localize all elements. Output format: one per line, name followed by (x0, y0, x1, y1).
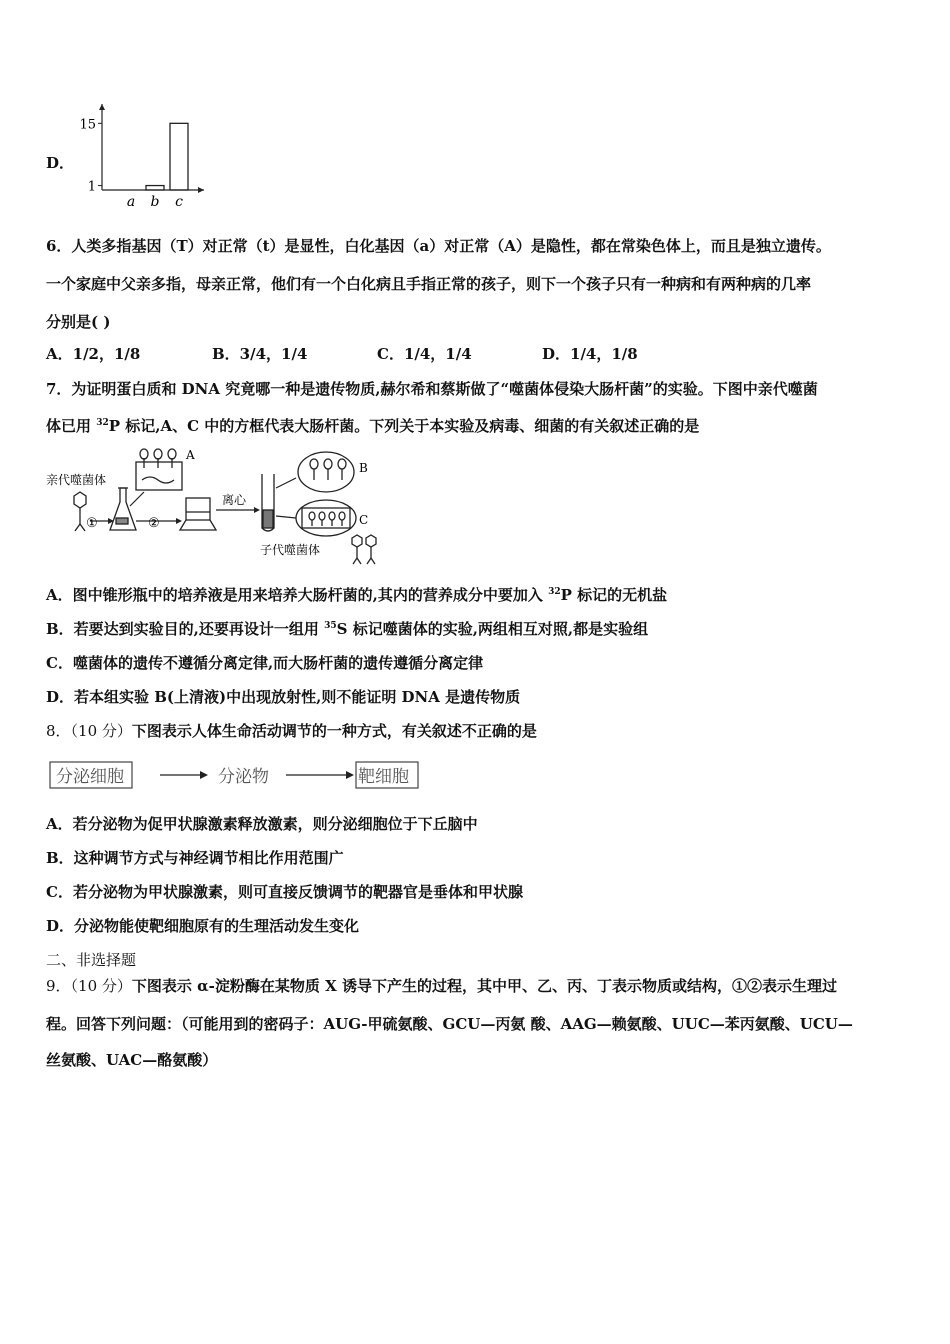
q7-stem-line-2: 体已用 $^{32}$P 标记,A、C 中的方框代表大肠杆菌。下列关于本实验及病毒、细菌的有关叙述正确的是 (46, 417, 700, 435)
q6-option-a: A．1/2，1/8 (46, 345, 141, 363)
label-c: C (359, 513, 369, 527)
y-tick-label: 15 (79, 117, 96, 133)
chart-marks (127, 123, 188, 210)
y-axis-arrow (99, 104, 105, 110)
q8-option-a: A．若分泌物为促甲状腺激素释放激素，则分泌细胞位于下丘脑中 (46, 815, 478, 833)
option-d-label: D． (46, 154, 75, 172)
q7-stem-line-1: 7．为证明蛋白质和 DNA 究竟哪一种是遗传物质,赫尔希和蔡斯做了“噬菌体侵染大肠杆菌”的实验。下图中亲代噬菌 (46, 380, 818, 398)
step-1-label: ① (86, 516, 98, 531)
section-heading: 二、非选择题 (46, 951, 137, 969)
flask-icon (110, 488, 136, 530)
x-tick-label-b: b (150, 194, 160, 210)
q5-d-bar-chart (70, 98, 210, 214)
label-b: B (359, 461, 368, 475)
offspring-phage-label: 子代噬菌体 (260, 543, 321, 557)
q7-option-d: D．若本组实验 B(上清液)中出现放射性,则不能证明 DNA 是遗传物质 (46, 688, 521, 706)
q8-option-c: C．若分泌物为甲状腺激素，则可直接反馈调节的靶器官是垂体和甲状腺 (46, 883, 523, 901)
blender-icon (180, 498, 216, 530)
q7-option-b: B．若要达到实验目的,还要再设计一组用 $^{35}$S 标记噬菌体的实验,两组相互对照,都是实验组 (46, 620, 649, 638)
q9-stem-line-1: 9．（10 分）下图表示 α-淀粉酶在某物质 X 诱导下产生的过程，其中甲、乙、丙、丁表示物质或结构，①②表示生理过 (46, 977, 837, 995)
y-tick-label: 1 (87, 179, 96, 195)
x-tick-label-c: c (175, 194, 183, 210)
q7-option-a: A．图中锥形瓶中的培养液是用来培养大肠杆菌的,其内的营养成分中要加入 $^{32}$P 标记的无机盐 (46, 586, 668, 604)
chart-axes (79, 104, 204, 195)
bar-c (170, 123, 188, 190)
parent-phage-label: 亲代噬菌体 (46, 473, 107, 487)
arrow-up (130, 492, 144, 506)
secretion-flow-diagram (48, 758, 428, 792)
q6-option-b: B．3/4，1/4 (212, 345, 308, 363)
x-axis-arrow (198, 187, 204, 193)
q6-stem-line-2: 一个家庭中父亲多指，母亲正常，他们有一个白化病且手指正常的孩子，则下一个孩子只有一种病和有两种病的几率 (46, 275, 812, 293)
circle-c-icon (296, 500, 356, 536)
secretory-cell-label: 分泌细胞 (56, 767, 124, 787)
q9-stem-line-3: 丝氨酸、UAC—酪氨酸） (46, 1051, 218, 1069)
q9-stem-line-2: 程。回答下列问题：（可能用到的密码子：AUG-甲硫氨酸、GCU—丙氨 酸、AAG—赖氨酸、UUC—苯丙氨酸、UCU— (46, 1015, 853, 1033)
q7-option-c: C．噬菌体的遗传不遵循分离定律,而大肠杆菌的遗传遵循分离定律 (46, 654, 484, 672)
q6-option-d: D．1/4，1/8 (542, 345, 638, 363)
centrifuge-label: 离心 (222, 493, 247, 507)
step-2-label: ② (148, 516, 160, 531)
container-a-icon (136, 449, 182, 490)
circle-b-icon (298, 452, 354, 492)
secretion-label: 分泌物 (218, 767, 269, 787)
test-tube-icon (262, 474, 274, 531)
offspring-phage-icon (352, 535, 376, 564)
q8-option-d: D．分泌物能使靶细胞原有的生理活动发生变化 (46, 917, 360, 935)
q8-option-b: B．这种调节方式与神经调节相比作用范围广 (46, 849, 344, 867)
label-a: A (186, 448, 195, 462)
x-tick-label-a: a (126, 194, 136, 210)
arrow-c (276, 516, 296, 518)
phage-experiment-diagram (44, 444, 394, 570)
q6-stem-line-1: 6．人类多指基因（T）对正常（t）是显性，白化基因（a）对正常（A）是隐性，都在常染色体上，而且是独立遗传。 (46, 237, 831, 255)
q8-stem: 8．（10 分）下图表示人体生命活动调节的一种方式，有关叙述不正确的是 (46, 722, 537, 740)
parent-phage-icon (74, 492, 86, 531)
arrow-b (276, 478, 296, 488)
q6-stem-line-3: 分别是( ) (46, 313, 111, 331)
q6-option-c: C．1/4，1/4 (377, 345, 472, 363)
target-cell-label: 靶细胞 (358, 767, 409, 787)
bar-b (146, 186, 164, 190)
